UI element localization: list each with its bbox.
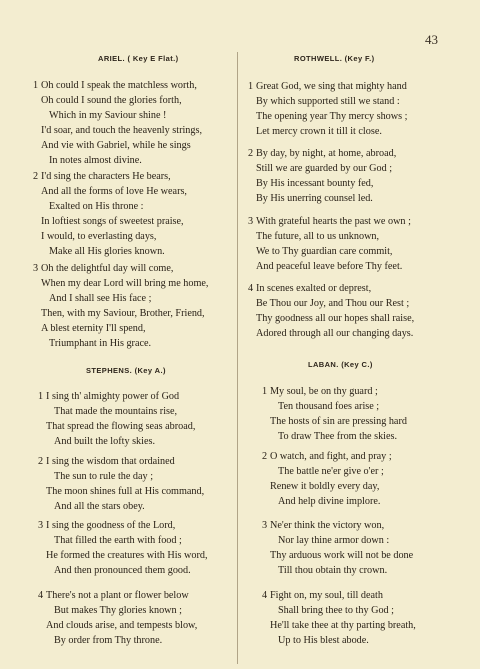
stanza-number: 3 [38,520,44,531]
stanza-number: 1 [262,386,268,397]
verse-line: 2 I sing the wisdom that ordained [38,455,204,470]
verse-line: I'd soar, and touch the heavenly strings, [41,124,202,136]
verse-line: We to Thy guardian care commit, [256,245,393,257]
column-divider [237,52,238,664]
verse-line: The moon shines full at His command, [46,485,205,497]
verse-line: 3 Ne'er think the victory won, [262,519,413,534]
verse-line: And I shall see His face ; [49,292,152,304]
verse-line: Adored through all our changing days. [256,327,414,339]
stanza [33,262,208,351]
stanza-number: 1 [33,80,39,91]
verse-line: Which in my Saviour shine ! [49,109,167,121]
verse-line: And peaceful leave before Thy feet. [256,260,403,272]
page-number: 43 [425,32,438,47]
verse-line: Be Thou our Joy, and Thou our Rest ; [256,297,410,309]
stanza [33,79,202,168]
stanza-number: 2 [248,148,254,159]
stanza [262,450,392,510]
verse-line: By His unerring counsel led. [256,192,373,204]
verse-line: And all the stars obey. [54,500,145,512]
verse-line: The future, all to us unknown, [256,230,380,242]
verse-line: Up to His blest abode. [278,634,369,646]
verse-line: A blest eternity I'll spend, [41,322,146,334]
verse-line: 3 Oh the delightful day will come, [33,262,208,277]
stanza [38,519,208,579]
stanza-number: 3 [33,263,39,274]
stanza [248,147,396,207]
verse-line: By order from Thy throne. [54,634,163,646]
verse-line: 1 My soul, be on thy guard ; [262,385,407,400]
verse-line: And then pronounced them good. [54,564,191,576]
stanza [248,80,407,140]
verse-line: The battle ne'er give o'er ; [278,465,384,477]
verse-line: He formed the creatures with His word, [46,549,208,561]
verse-line: 4 There's not a plant or flower below [38,589,197,604]
verse-line: Still we are guarded by our God ; [256,162,393,174]
verse-line: When my dear Lord will bring me home, [41,277,209,289]
verse-line: Shall bring thee to thy God ; [278,604,395,616]
verse-line: 1 Oh could I speak the matchless worth, [33,79,202,94]
verse-line: And all the forms of love He wears, [41,185,187,197]
verse-line: Thy goodness all our hopes shall raise, [256,312,415,324]
verse-line: 3 With grateful hearts the past we own ; [248,215,411,230]
verse-line: Triumphant in His grace. [49,337,152,349]
verse-line: The opening year Thy mercy shows ; [256,110,408,122]
stanza [38,390,195,450]
verse-line: 2 I'd sing the characters He bears, [33,170,187,185]
stanza [262,385,407,445]
verse-line: 2 By day, by night, at home, abroad, [248,147,396,162]
stanza [33,170,187,259]
stanza-number: 1 [248,81,254,92]
stanza-number: 1 [38,391,44,402]
stanza [38,589,197,649]
verse-line: That spread the flowing seas abroad, [46,420,196,432]
stanza [262,589,416,649]
tune-heading: ROTHWELL. (Key F.) [294,54,375,63]
verse-line: He'll take thee at thy parting breath, [270,619,416,631]
stanza-number: 2 [38,456,44,467]
verse-line: That made the mountains rise, [54,405,178,417]
stanza-number: 4 [38,590,44,601]
verse-line: In loftiest songs of sweetest praise, [41,215,184,227]
verse-line: And clouds arise, and tempests blow, [46,619,198,631]
verse-line: Exalted on His throne : [49,200,144,212]
stanza-number: 3 [262,520,268,531]
verse-line: Ten thousand foes arise ; [278,400,380,412]
tune-heading: LABAN. (Key C.) [308,360,373,369]
verse-line: Nor lay thine armor down : [278,534,390,546]
tune-heading: STEPHENS. (Key A.) [86,366,166,375]
verse-line: 1 Great God, we sing that mighty hand [248,80,407,95]
verse-line: Renew it boldly every day, [270,480,380,492]
verse-line: 1 I sing th' almighty power of God [38,390,195,405]
verse-line: Make all His glories known. [49,245,165,257]
verse-line: And vie with Gabriel, while he sings [41,139,191,151]
verse-line: By which supported still we stand : [256,95,400,107]
stanza-number: 2 [33,171,39,182]
verse-line: But makes Thy glories known ; [54,604,182,616]
stanza-number: 4 [248,283,254,294]
verse-line: Oh could I sound the glories forth, [41,94,182,106]
stanza [248,215,411,275]
verse-line: I would, to everlasting days, [41,230,157,242]
verse-line: 4 Fight on, my soul, till death [262,589,416,604]
verse-line: Thy arduous work will not be done [270,549,414,561]
verse-line: And help divine implore. [278,495,381,507]
verse-line: That filled the earth with food ; [54,534,182,546]
verse-line: 3 I sing the goodness of the Lord, [38,519,208,534]
stanza [262,519,413,579]
stanza-number: 3 [248,216,254,227]
verse-line: Let mercy crown it till it close. [256,125,382,137]
verse-line: 4 In scenes exalted or deprest, [248,282,414,297]
verse-line: Till thou obtain thy crown. [278,564,388,576]
stanza-number: 2 [262,451,268,462]
stanza [248,282,414,342]
verse-line: 2 O watch, and fight, and pray ; [262,450,392,465]
tune-heading: ARIEL. ( Key E Flat.) [98,54,179,63]
verse-line: The hosts of sin are pressing hard [270,415,407,427]
verse-line: The sun to rule the day ; [54,470,154,482]
verse-line: And built the lofty skies. [54,435,156,447]
verse-line: By His incessant bounty fed, [256,177,374,189]
stanza [38,455,204,515]
verse-line: To draw Thee from the skies. [278,430,398,442]
verse-line: Then, with my Saviour, Brother, Friend, [41,307,205,319]
stanza-number: 4 [262,590,268,601]
verse-line: In notes almost divine. [49,154,142,166]
